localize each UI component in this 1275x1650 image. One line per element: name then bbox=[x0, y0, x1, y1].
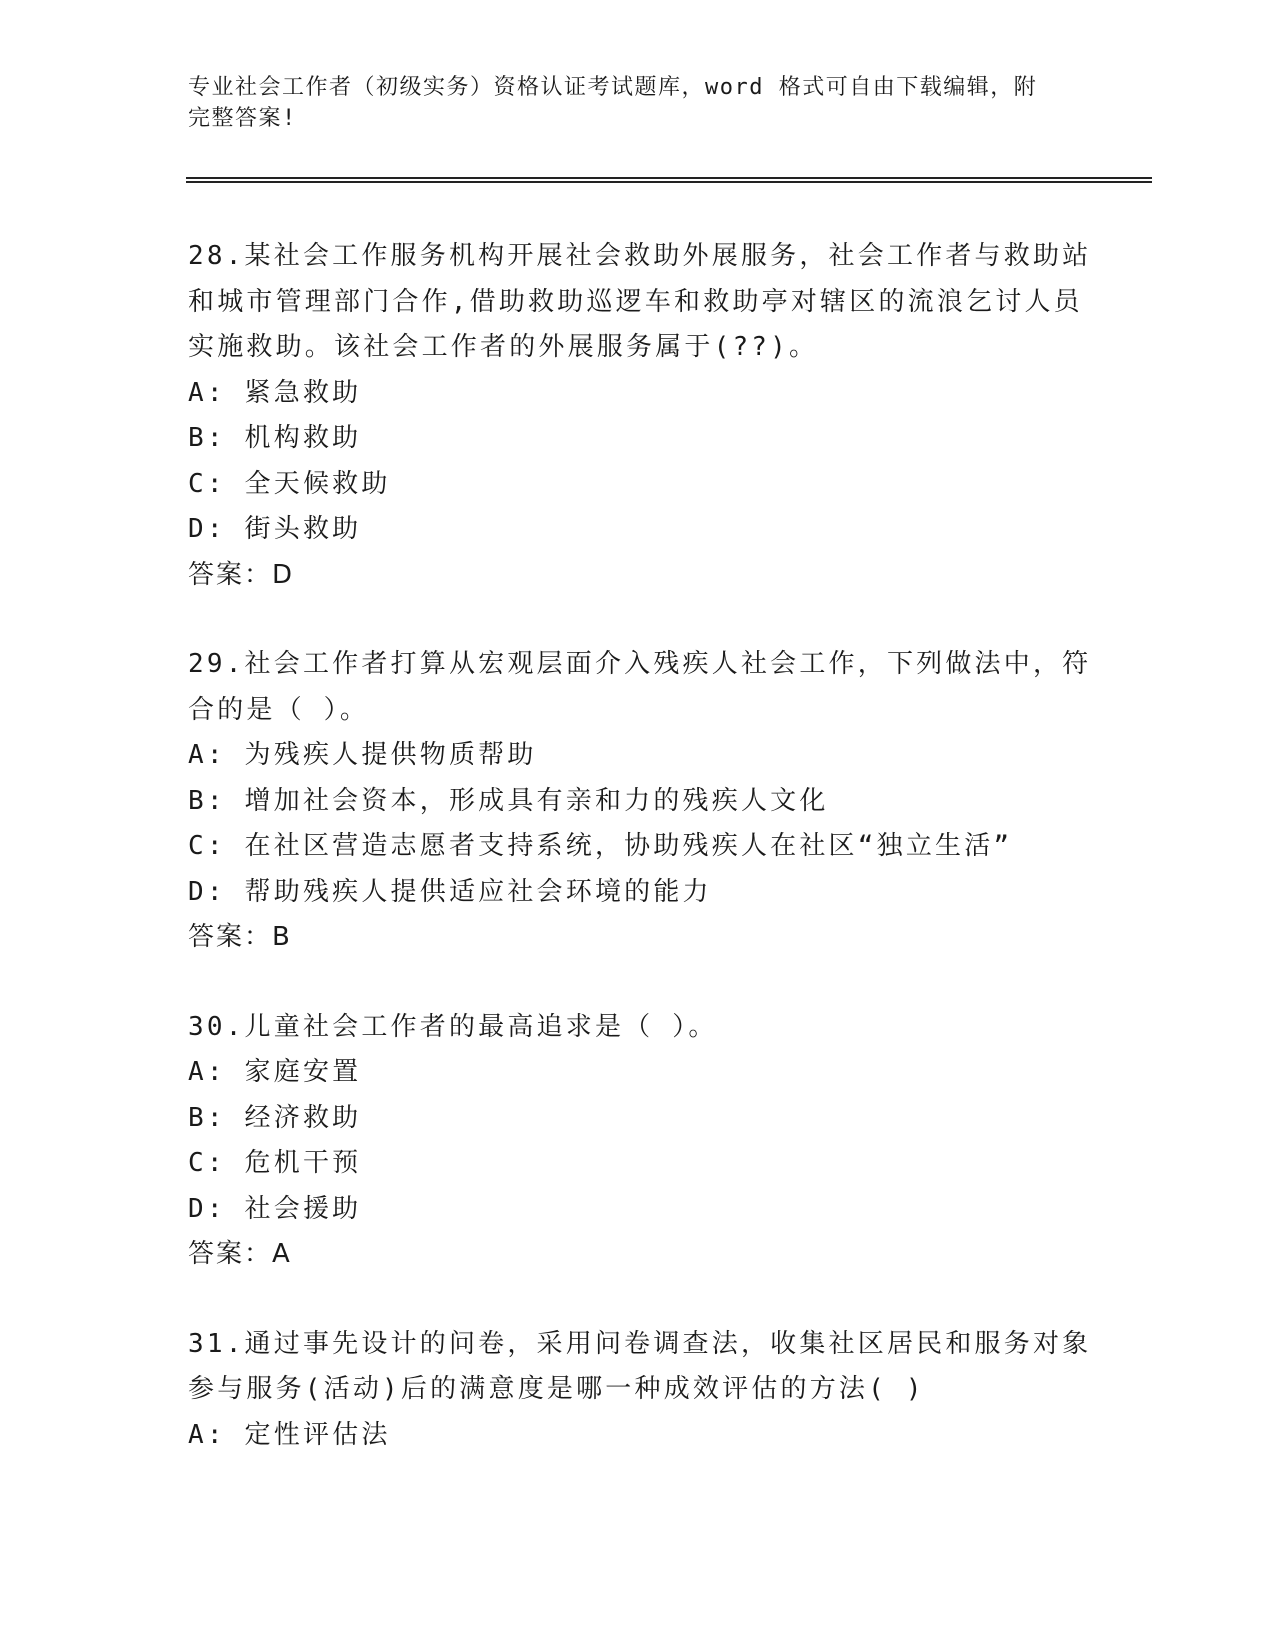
option-d: D: 街头救助 bbox=[188, 514, 362, 544]
header-divider bbox=[186, 177, 1152, 179]
option-d: D: 社会援助 bbox=[188, 1193, 362, 1224]
option-c: C: 危机干预 bbox=[188, 1148, 362, 1178]
option-c: C: 全天候救助 bbox=[188, 468, 391, 499]
option-a: A: 为残疾人提供物质帮助 bbox=[188, 740, 537, 770]
question-28 bbox=[188, 234, 1092, 598]
question-list bbox=[188, 234, 1092, 1458]
option-a: A: 紧急救助 bbox=[188, 377, 362, 408]
option-a: A: 家庭安置 bbox=[188, 1057, 362, 1087]
question-29 bbox=[188, 642, 1092, 961]
question-31 bbox=[188, 1322, 1092, 1459]
question-stem-line: 29.社会工作者打算从宏观层面介入残疾人社会工作，下列做法中，符 bbox=[188, 649, 1092, 679]
answer-line: 答案：D bbox=[188, 559, 295, 590]
question-stem-line: 和城市管理部门合作,借助救助巡逻车和救助亭对辖区的流浪乞讨人员 bbox=[188, 286, 1083, 317]
answer-line: 答案：A bbox=[188, 1239, 292, 1269]
document-header bbox=[188, 72, 1068, 134]
question-30 bbox=[188, 1005, 1088, 1278]
question-stem-line: 合的是（ ）。 bbox=[188, 694, 370, 725]
question-stem-line: 参与服务(活动)后的满意度是哪一种成效评估的方法( ) bbox=[188, 1374, 925, 1404]
question-stem-line: 实施救助。该社会工作者的外展服务属于(??)。 bbox=[188, 332, 819, 362]
option-b: B: 经济救助 bbox=[188, 1102, 362, 1133]
header-line-2: 完整答案! bbox=[188, 106, 297, 131]
option-b: B: 机构救助 bbox=[188, 423, 362, 453]
option-a: A: 定性评估法 bbox=[188, 1419, 391, 1450]
question-stem-line: 28.某社会工作服务机构开展社会救助外展服务，社会工作者与救助站 bbox=[188, 241, 1092, 271]
header-line-1: 专业社会工作者（初级实务）资格认证考试题库，word 格式可自由下载编辑，附 bbox=[188, 75, 1038, 100]
option-d: D: 帮助残疾人提供适应社会环境的能力 bbox=[188, 876, 712, 907]
option-c: C: 在社区营造志愿者支持系统，协助残疾人在社区“独立生活” bbox=[188, 831, 1013, 861]
question-stem-line: 30.儿童社会工作者的最高追求是（ ）。 bbox=[188, 1011, 718, 1042]
header-divider-double bbox=[186, 181, 1152, 183]
option-b: B: 增加社会资本，形成具有亲和力的残疾人文化 bbox=[188, 785, 829, 816]
answer-line: 答案：B bbox=[188, 922, 292, 952]
question-stem-line: 31.通过事先设计的问卷，采用问卷调查法，收集社区居民和服务对象 bbox=[188, 1328, 1092, 1359]
